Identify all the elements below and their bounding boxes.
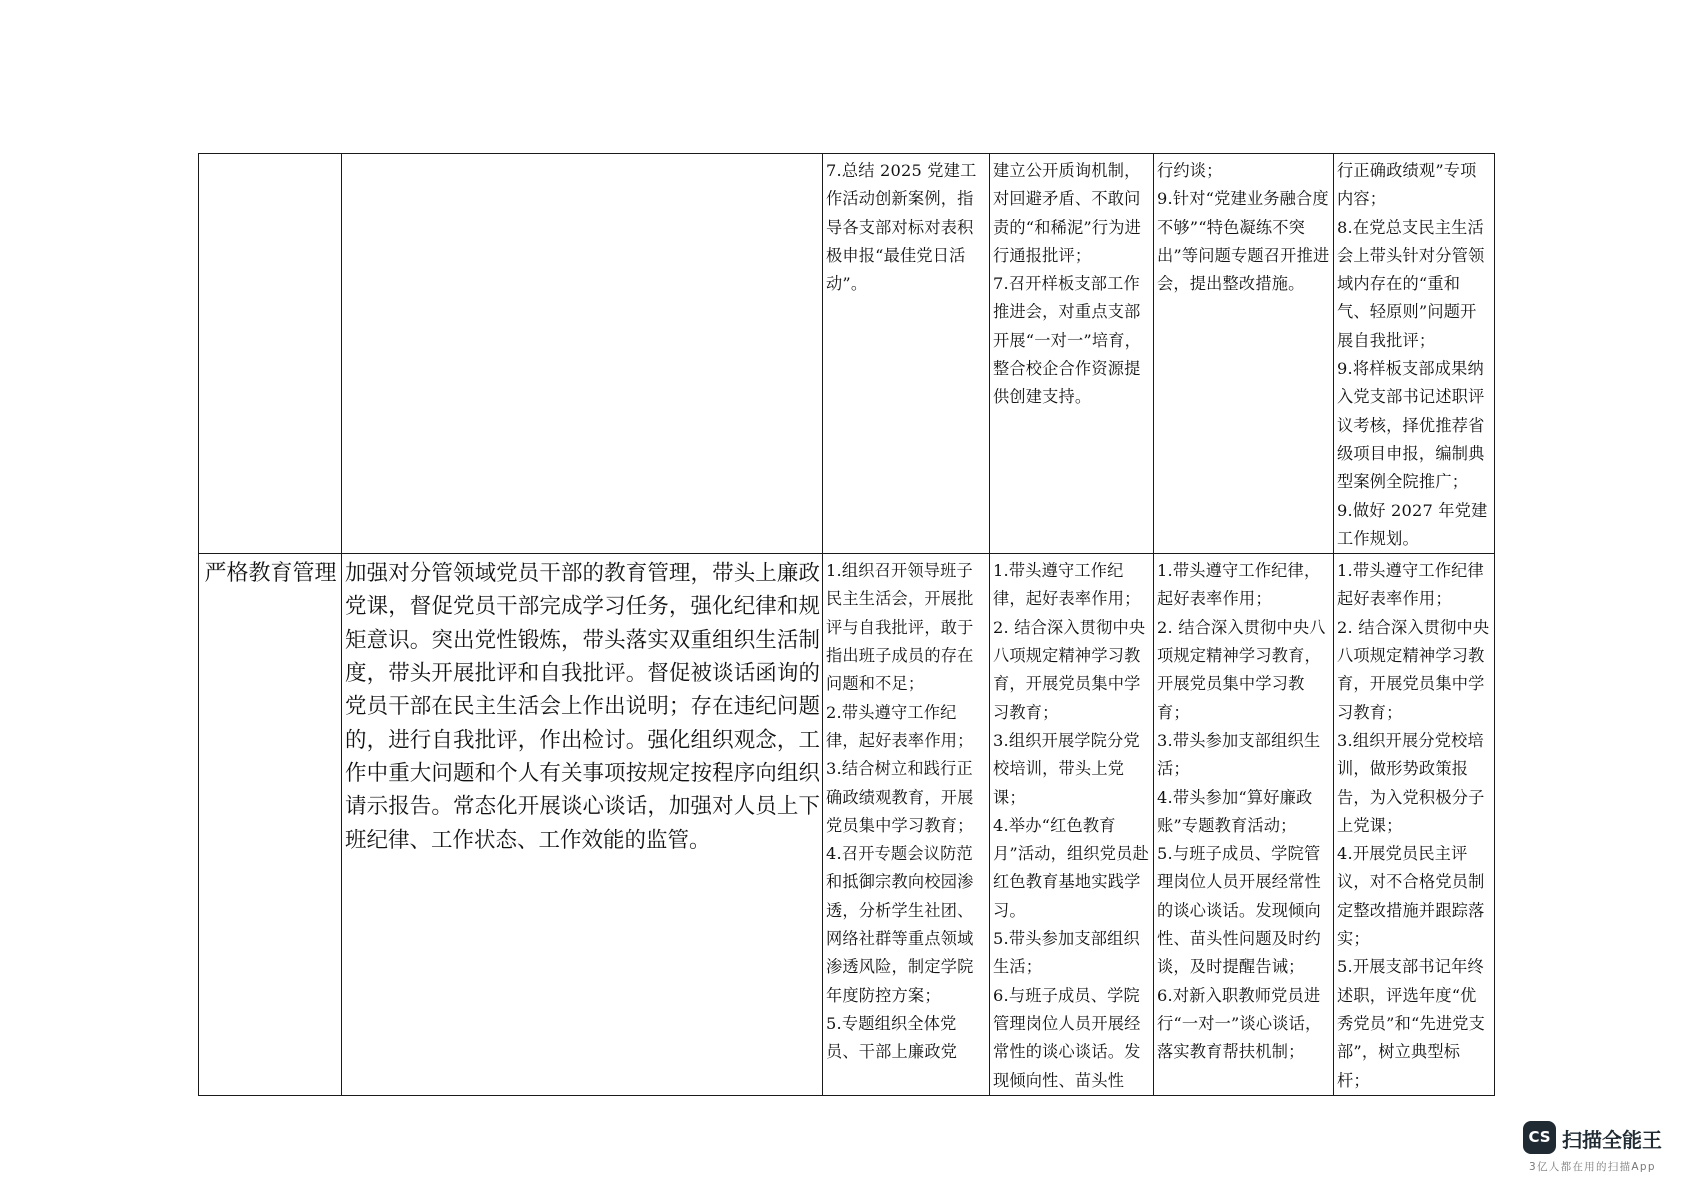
camscanner-logo-icon: CS — [1523, 1121, 1556, 1154]
task-cell-4: 行正确政绩观”专项内容； 8.在党总支民主生活会上带头针对分管领域内存在的“重和气、轻原则”问题开展自我批评； 9.将样板支部成果纳入党支部书记述职评议考核，择优推荐省级项目申报，编制典型案例全院推广； 9.做好 2027 年党建工作规划。 — [1334, 154, 1495, 554]
task-cell-3: 行约谈； 9.针对“党建业务融合度不够”“特色凝练不突出”等问题专题召开推进会，提出整改措施。 — [1154, 154, 1334, 554]
camscanner-watermark — [1523, 1121, 1673, 1171]
watermark-slogan: 3亿人都在用的扫描App — [1529, 1161, 1656, 1173]
description-cell — [342, 154, 823, 554]
watermark-brand: 扫描全能王 — [1562, 1128, 1662, 1152]
task-cell-2: 建立公开质询机制，对回避矛盾、不敢问责的“和稀泥”行为进行通报批评； 7.召开样板支部工作推进会，对重点支部开展“一对一”培育，整合校企合作资源提供创建支持。 — [990, 154, 1154, 554]
table-row — [199, 554, 1495, 1096]
category-cell: 严格教育管理 — [199, 554, 342, 1096]
description-cell: 加强对分管领域党员干部的教育管理，带头上廉政党课，督促党员干部完成学习任务，强化纪律和规矩意识。突出党性锻炼，带头落实双重组织生活制度，带头开展批评和自我批评。督促被谈话函询的党员干部在民主生活会上作出说明；存在违纪问题的，进行自我批评，作出检讨。强化组织观念，工作中重大问题和个人有关事项按规定按程序向组织请示报告。常态化开展谈心谈话，加强对人员上下班纪律、工作状态、工作效能的监管。 — [342, 554, 823, 1096]
task-cell-1: 7.总结 2025 党建工作活动创新案例，指导各支部对标对表积极申报“最佳党日活动”。 — [823, 154, 990, 554]
task-cell-3: 1.带头遵守工作纪律，起好表率作用； 2. 结合深入贯彻中央八项规定精神学习教育，开展党员集中学习教育； 3.带头参加支部组织生活； 4.带头参加“算好廉政账”专题教育活动； 5.与班子成员、学院管理岗位人员开展经常性的谈心谈话。发现倾向性、苗头性问题及时约谈，及时提醒告诫； 6.对新入职教师党员进行“一对一”谈心谈话，落实教育帮扶机制； — [1154, 554, 1334, 1096]
task-cell-4: 1.带头遵守工作纪律起好表率作用； 2. 结合深入贯彻中央八项规定精神学习教育，开展党员集中学习教育； 3.组织开展分党校培训，做形势政策报告，为入党积极分子上党课； 4.开展党员民主评议，对不合格党员制定整改措施并跟踪落实； 5.开展支部书记年终述职，评选年度“优秀党员”和“先进党支部”，树立典型标杆； — [1334, 554, 1495, 1096]
plan-table — [198, 153, 1495, 1096]
category-cell — [199, 154, 342, 554]
table-row — [199, 154, 1495, 554]
task-cell-1: 1.组织召开领导班子民主生活会，开展批评与自我批评，敢于指出班子成员的存在问题和不足； 2.带头遵守工作纪律，起好表率作用； 3.结合树立和践行正确政绩观教育，开展党员集中学习教育； 4.召开专题会议防范和抵御宗教向校园渗透，分析学生社团、网络社群等重点领域渗透风险，制定学院年度防控方案； 5.专题组织全体党员、干部上廉政党 — [823, 554, 990, 1096]
task-cell-2: 1.带头遵守工作纪律，起好表率作用； 2. 结合深入贯彻中央八项规定精神学习教育，开展党员集中学习教育； 3.组织开展学院分党校培训，带头上党课； 4.举办“红色教育月”活动，组织党员赴红色教育基地实践学习。 5.带头参加支部组织生活； 6.与班子成员、学院管理岗位人员开展经常性的谈心谈话。发现倾向性、苗头性 — [990, 554, 1154, 1096]
